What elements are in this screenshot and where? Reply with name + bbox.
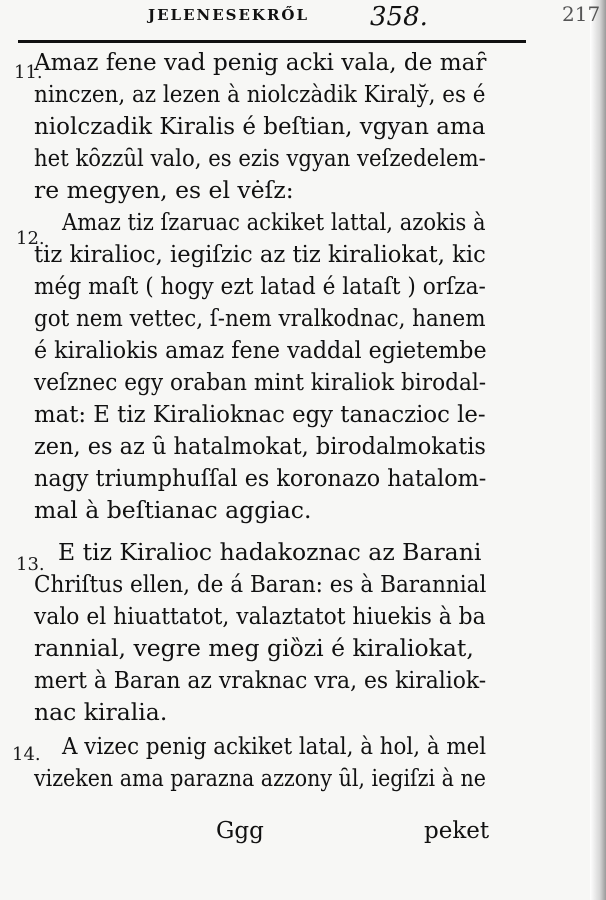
text-line: vizeken ama parazna azzony ȗl, iegiſzi à ne <box>34 764 486 792</box>
text-line: het kȏzzȗl valo, es ezis vgyan veſzedelem- <box>34 144 486 172</box>
text-line: veſznec egy oraban mint kiraliok birodal- <box>34 368 487 396</box>
text-line: niolczadik Kiralis é beſtian, vgyan ama <box>34 112 486 140</box>
page-number: 358. <box>370 2 428 32</box>
text-line: mat: E tiz Kiralioknac egy tanaczioc le- <box>34 400 486 428</box>
text-line: E tiz Kiralioc hadakoznac az Barani <box>58 538 482 566</box>
text-line: rannial, vegre meg giȍzi é kiraliokat, <box>34 634 474 662</box>
text-line: mert à Baran az vraknac vra, es kiraliok- <box>34 666 487 694</box>
handwritten-folio-mark: 217 <box>562 2 601 26</box>
running-head: JELENESEKRŐL <box>148 6 310 24</box>
text-line: got nem vettec, ſ-nem vralkodnac, hanem <box>34 304 486 332</box>
text-line: valo el hiuattatot, valaztatot hiuekis à ba <box>34 602 486 630</box>
text-line: nac kiralia. <box>34 698 168 726</box>
text-line: Amaz fene vad penig acki vala, de maȓ <box>34 48 487 76</box>
text-line: Amaz tiz ſzaruac ackiket lattal, azokis à <box>62 208 486 236</box>
text-line: mal à beſtianac aggiac. <box>34 496 312 524</box>
text-line: tiz kiralioc, iegiſzic az tiz kiraliokat, kic <box>34 240 486 268</box>
verse-number: 14. <box>12 744 41 765</box>
text-line: ninczen, az lezen à niolczàdik Kiraly̆, es é <box>34 80 486 108</box>
verse-number: 13. <box>16 554 45 575</box>
text-line: A vizec penig ackiket latal, à hol, à mel <box>62 732 487 760</box>
text-line: é kiraliokis amaz fene vaddal egietembe <box>34 336 487 364</box>
header-rule <box>18 40 526 43</box>
catchword: peket <box>424 818 490 844</box>
text-line: zen, es az ȗ hatalmokat, birodalmokatis <box>34 432 486 460</box>
text-line: nagy triumphuſſal es koronazo hatalom- <box>34 464 487 492</box>
text-line: Chriſtus ellen, de á Baran: es à Barannial <box>34 570 487 598</box>
signature-mark: Ggg <box>216 818 264 844</box>
text-line: re megyen, es el vėſz: <box>34 176 294 204</box>
verse-number: 11. <box>14 62 43 83</box>
text-line: még maſt ( hogy ezt latad é lataſt ) orſza- <box>34 272 486 300</box>
verse-number: 12. <box>16 228 45 249</box>
page-edge-shadow <box>590 0 606 900</box>
